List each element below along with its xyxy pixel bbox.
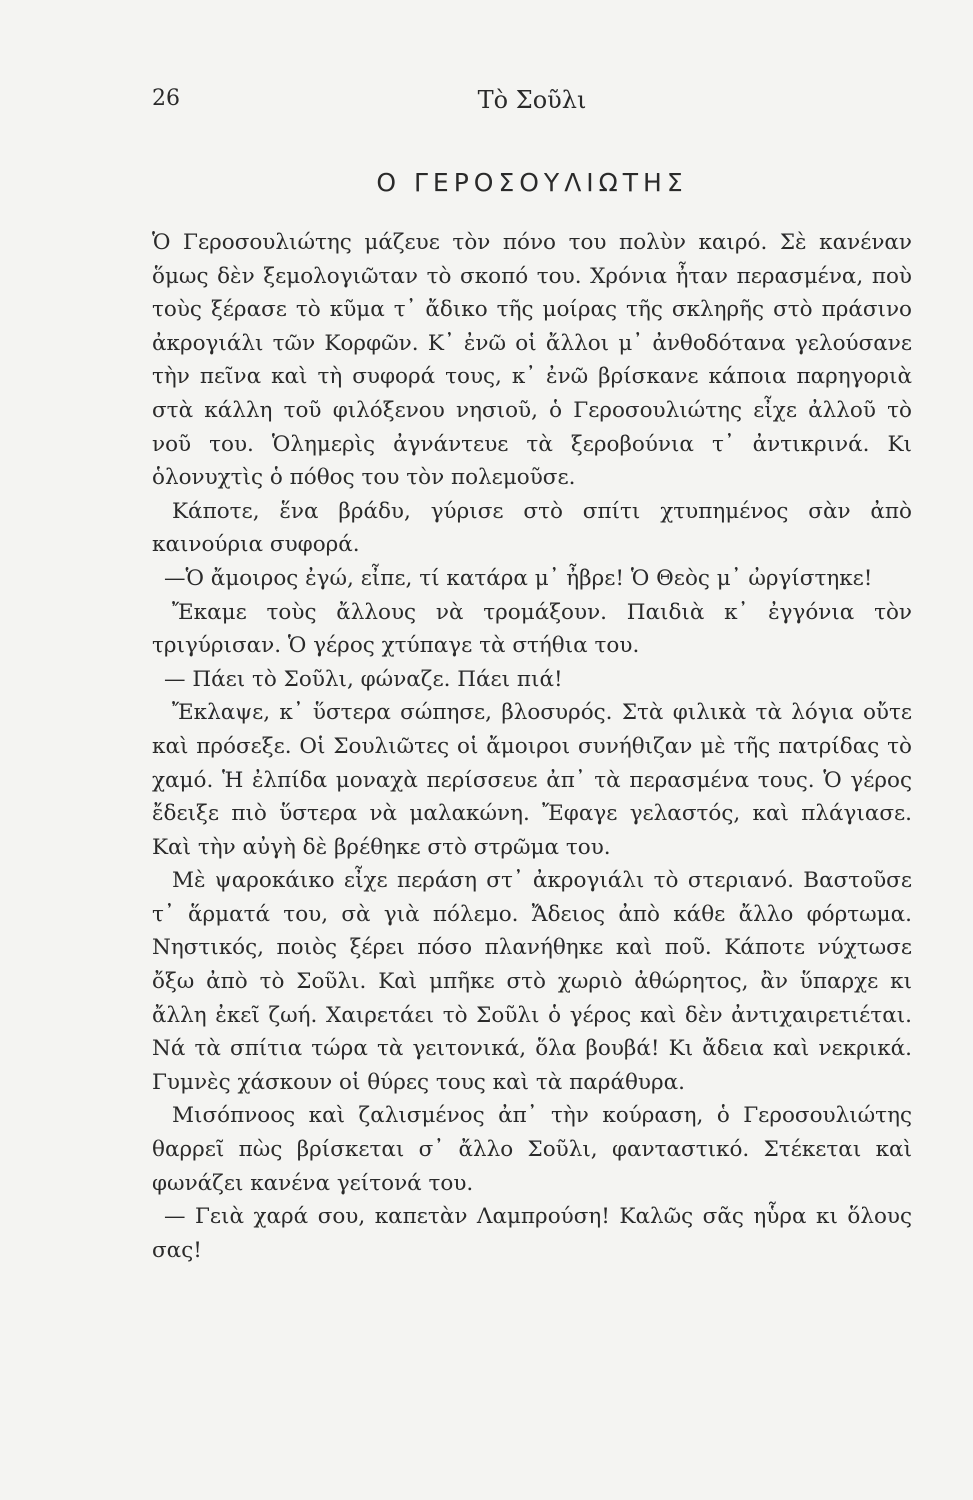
page-number: 26 [152,86,180,111]
running-title: Τὸ Σοῦλι [477,86,587,114]
paragraph-4: Ἔκαμε τοὺς ἄλλους νὰ τρομάξουν. Παιδιὰ κ᾽ ἐγγόνια τὸν τριγύρισαν. Ὁ γέρος χτύπαγε τὰ στήθια του. [152,599,912,659]
paragraph-1: Ὁ Γεροσουλιώτης μάζευε τὸν πόνο του πολὺν καιρό. Σὲ κανέναν ὅμως δὲν ξεμολογιῶταν τὸ σκοπό του. Χρόνια ἦταν περασμένα, ποὺ τοὺς ξέρασε τὸ κῦμα τ᾽ ἄδικο τῆς μοίρας τῆς σκληρῆς στὸ πράσινο ἀκρογιάλι τῶν Κορφῶν. Κ᾽ ἐνῶ οἱ ἄλλοι μ᾽ ἀνθοδότανα γελούσανε τὴν πεῖνα καὶ τὴ συφορά τους, κ᾽ ἐνῶ βρίσκανε κάποια παρηγοριὰ στὰ κάλλη τοῦ φιλόξενου νησιοῦ, ὁ Γεροσουλιώτης εἶχε ἀλλοῦ τὸ νοῦ του. Ὁλημερὶς ἀγνάντευε τὰ ξεροβούνια τ᾽ ἀντικρινά. Κι ὁλονυχτὶς ὁ πόθος του τὸν πολεμοῦσε. [152,230,912,491]
paragraph-9: — Γειὰ χαρά σου, καπετὰν Λαμπρούση! Καλῶς σᾶς ηὗρα κι ὅλους σας! [152,1204,912,1263]
running-head [152,86,912,120]
chapter-title: Ο ΓΕΡΟΣΟΥΛΙΩΤΗΣ [376,168,688,197]
paragraph-3: —Ὁ ἄμοιρος ἐγώ, εἶπε, τί κατάρα μ᾽ ἦβρε! Ὁ Θεὸς μ᾽ ὠργίστηκε! [164,565,873,591]
paragraph-6: Ἔκλαψε, κ᾽ ὕστερα σώπησε, βλοσυρός. Στὰ φιλικὰ τὰ λόγια οὔτε καὶ πρόσεξε. Οἱ Σουλιῶτες οἱ ἄμοιροι συνήθιζαν μὲ τῆς πατρίδας τὸ χαμό. Ἡ ἐλπίδα μοναχὰ περίσσευε ἀπ᾽ τὰ περασμένα τους. Ὁ γέρος ἔδειξε πιὸ ὕστερα νὰ μαλακώνη. Ἔφαγε γελαστός, καὶ πλάγιασε. Καὶ τὴν αὐγὴ δὲ βρέθηκε στὸ στρῶμα του. [152,700,912,860]
paragraph-7: Μὲ ψαροκάικο εἶχε περάση στ᾽ ἀκρογιάλι τὸ στεριανό. Βαστοῦσε τ᾽ ἅρματά του, σὰ γιὰ πόλεμο. Ἄδειος ἀπὸ κάθε ἄλλο φόρτωμα. Νηστικός, ποιὸς ξέρει πόσο πλανήθηκε καὶ ποῦ. Κάποτε νύχτωσε ὄξω ἀπὸ τὸ Σοῦλι. Καὶ μπῆκε στὸ χωριὸ ἀθώρητος, ἂν ὕπαρχε κι ἄλλη ἐκεῖ ζωή. Χαιρετάει τὸ Σοῦλι ὁ γέρος καὶ δὲν ἀντιχαιρετιέται. Νά τὰ σπίτια τώρα τὰ γειτονικά, ὅλα βουβά! Κι ἄδεια καὶ νεκρικά. Γυμνὲς χάσκουν οἱ θύρες τους καὶ τὰ παράθυρα. [152,868,912,1095]
paragraph-5: — Πάει τὸ Σοῦλι, φώναζε. Πάει πιά! [164,666,563,692]
paragraph-2: Κάποτε, ἕνα βράδυ, γύρισε στὸ σπίτι χτυπημένος σὰν ἀπὸ καινούρια συφορά. [152,498,912,558]
paragraph-8: Μισόπνοος καὶ ζαλισμένος ἀπ᾽ τὴν κούραση, ὁ Γεροσουλιώτης θαρρεῖ πὼς βρίσκεται σ᾽ ἄλλο Σοῦλι, φανταστικό. Στέκεται καὶ φωνάζει κανένα γείτονά του. [152,1103,912,1196]
body-text [152,226,912,1267]
